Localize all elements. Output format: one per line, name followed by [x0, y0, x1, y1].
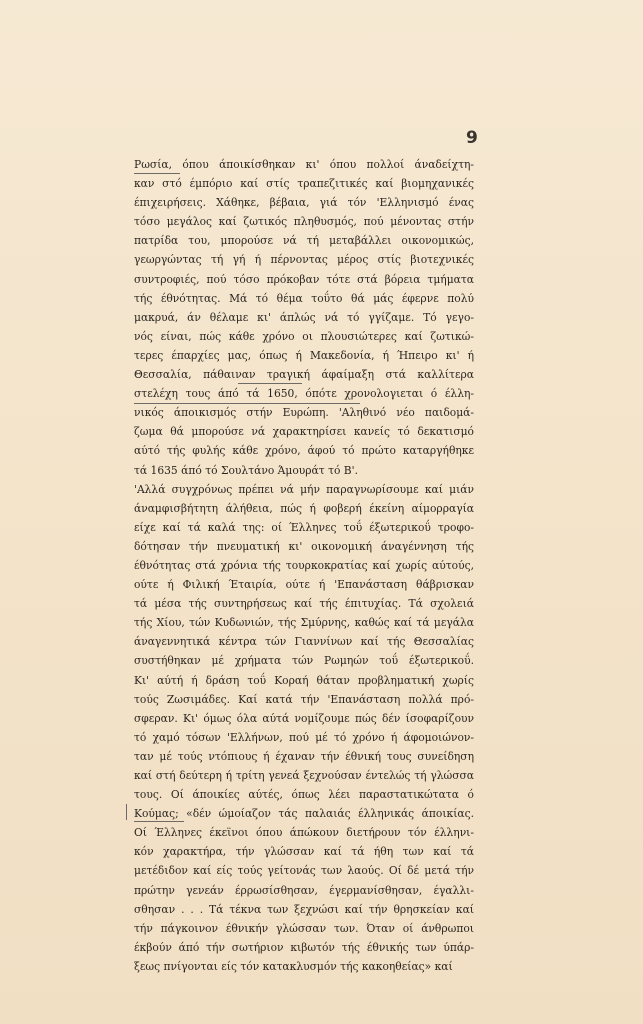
text-line: τούς Ζωσιμάδες. Καί κατά τήν 'Επανάσταση πολλά πρό- [134, 692, 474, 706]
pencil-margin-mark [126, 804, 127, 820]
text-line: άναγεννητικά κέντρα τών Γιαννίνων καί τής Θεσσαλίας [134, 635, 474, 649]
text-line: τό χαμό τόσων 'Ελλήνων, πού μέ τό χρόνο ή άφομοιώνον- [134, 730, 474, 744]
text-line: κόν χαρακτήρα, τήν γλώσσαν καί τά ήθη των καί τά [134, 845, 474, 859]
paragraph-2 [134, 480, 474, 976]
text-line: Ρωσία, όπου άποικίσθηκαν κι' όπου πολλοί άναδείχτη- [134, 158, 474, 171]
text-line: τής έθνότητας. Μά τό θέμα τοΰτο θά μάς έφερνε πολύ [134, 291, 474, 305]
text-line: άναμφισβήτητη άλήθεια, πώς ή φοβερή έκείνη αίμορραγία [134, 501, 474, 515]
text-line: πατρίδα του, μπορούσε νά τή μεταβάλλει οικονομικώς, [134, 234, 474, 248]
text-line: 'Αλλά συγχρόνως πρέπει νά μήν παραγνωρίσουμε καί μιάν [134, 482, 474, 496]
pencil-underline [134, 173, 180, 174]
text-line: τους. Οί άποικίες αύτές, όπως λέει παραστατικώτατα ό [134, 788, 474, 802]
text-line: ταν μέ τούς ντόπιους ή έχαναν τήν έθνική τους συνείδηση [134, 749, 474, 763]
text-line: δότησαν τήν πνευματική κι' οικονομική άναγέννηση τής [134, 539, 474, 553]
text-line: τήν πάγκοινον έθνικήν γλώσσαν των. Όταν οί άνθρωποι [134, 921, 474, 935]
text-line: έκβούν άπό τήν σωτήριον κιβωτόν τής έθνικής των ύπάρ- [134, 940, 474, 954]
text-line: αύτό τής φυλής κάθε χρόνο, άφού τό πρώτο καταργήθηκε [134, 444, 474, 458]
text-line: μετέδιδον καί είς τούς γείτονάς των λαούς. Οί δέ μετά τήν [134, 864, 474, 878]
text-line: Κι' αύτή ή δράση τοΰ Κοραή θάταν προβληματική χωρίς [134, 673, 474, 687]
text-line: ξεως πνίγονται είς τόν κατακλυσμόν τής κακοηθείας» καί [134, 959, 453, 973]
text-line: έπιχειρήσεις. Χάθηκε, βέβαια, γιά τόν 'Ελληνισμό ένας [134, 196, 474, 210]
page-number: 9 [466, 128, 478, 148]
text-line: γεωργώντας τή γή ή πέρνοντας μέρος στίς βιοτεχνικές [134, 253, 474, 267]
text-line: τόσο μεγάλος καί ζωτικός πληθυσμός, πού μένοντας στήν [134, 215, 474, 229]
text-line: ούτε ή Φιλική Έταιρία, ούτε ή 'Επανάσταση θάβρισκαν [134, 578, 474, 592]
body-text [134, 155, 474, 976]
text-line: έθνότητας στά χρόνια τής τουρκοκρατίας καί χωρίς αύτούς, [134, 558, 474, 572]
text-line: τά 1635 άπό τό Σουλτάνο Άμουράτ τό Β'. [134, 463, 358, 477]
text-line: Οί Έλληνες έκεϊνοι όπου άπώκουν διετήρουν τόν έλληνι- [134, 826, 474, 840]
text-line: Κούμας; «δέν ώμοίαζον τάς παλαιάς έλληνικάς άποικίας. [134, 807, 474, 821]
text-line: τής Χίου, τών Κυδωνιών, τής Σμύρνης, καθώς καί τά μεγάλα [134, 616, 474, 630]
text-line: καί στή δεύτερη ή τρίτη γενεά ξεχνούσαν έντελώς τή γλώσσα [134, 769, 474, 782]
pencil-underline [238, 383, 302, 384]
text-line: είχε καί τά καλά της: οί Έλληνες τοΰ έξωτερικοΰ τροφο- [134, 520, 474, 534]
text-line: σθησαν . . . Τά τέκνα των ξεχνώσι καί τήν θρησκείαν καί [134, 902, 474, 916]
text-line: στελέχη τους άπό τά 1650, όπότε χρονολογιεται ό έλλη- [134, 387, 474, 401]
text-line: ζωμα θά μπορούσε νά χαρακτηρίσει κανείς τό δεκατισμό [134, 425, 474, 439]
text-line: καν στό έμπόριο καί στίς τραπεζιτικές καί βιομηχανικές [134, 177, 474, 191]
text-line: συστήθηκαν μέ χρήματα τών Ρωμηών τοΰ έξωτερικοΰ. [134, 654, 474, 668]
text-line: τά μέσα τής συντηρήσεως καί τής έπιτυχίας. Τά σχολειά [134, 597, 474, 611]
pencil-underline [134, 403, 360, 404]
text-line: νικός άποικισμός στήν Ευρώπη. 'Αληθινό νέο παιδομά- [134, 406, 474, 420]
paragraph-1 [134, 155, 474, 480]
text-line: πρώτην γενεάν έρρωσίσθησαν, έγερμανίσθησαν, έγαλλι- [134, 883, 474, 897]
text-line: τερες έπαρχίες μας, όπως ή Μακεδονία, ή Ήπειρο κι' ή [134, 348, 474, 362]
text-line: μακρυά, άν θέλαμε κι' άπλώς νά τό γγίζαμε. Τό γεγο- [134, 310, 474, 324]
text-line: Θεσσαλία, πάθαιναν τραγική άφαίμαξη στά καλλίτερα [134, 368, 474, 382]
text-line: νός είναι, πώς κάθε χρόνο οι πλουσιώτερες καί ζωτικώ- [134, 329, 474, 343]
text-line: σφεραν. Κι' όμως όλα αύτά νομίζουμε πώς δέν ίσοφαρίζουν [134, 711, 474, 725]
text-line: συντροφιές, πού τόσο πρόκοβαν τότε στά βόρεια τμήματα [134, 272, 474, 286]
pencil-underline [134, 821, 184, 822]
